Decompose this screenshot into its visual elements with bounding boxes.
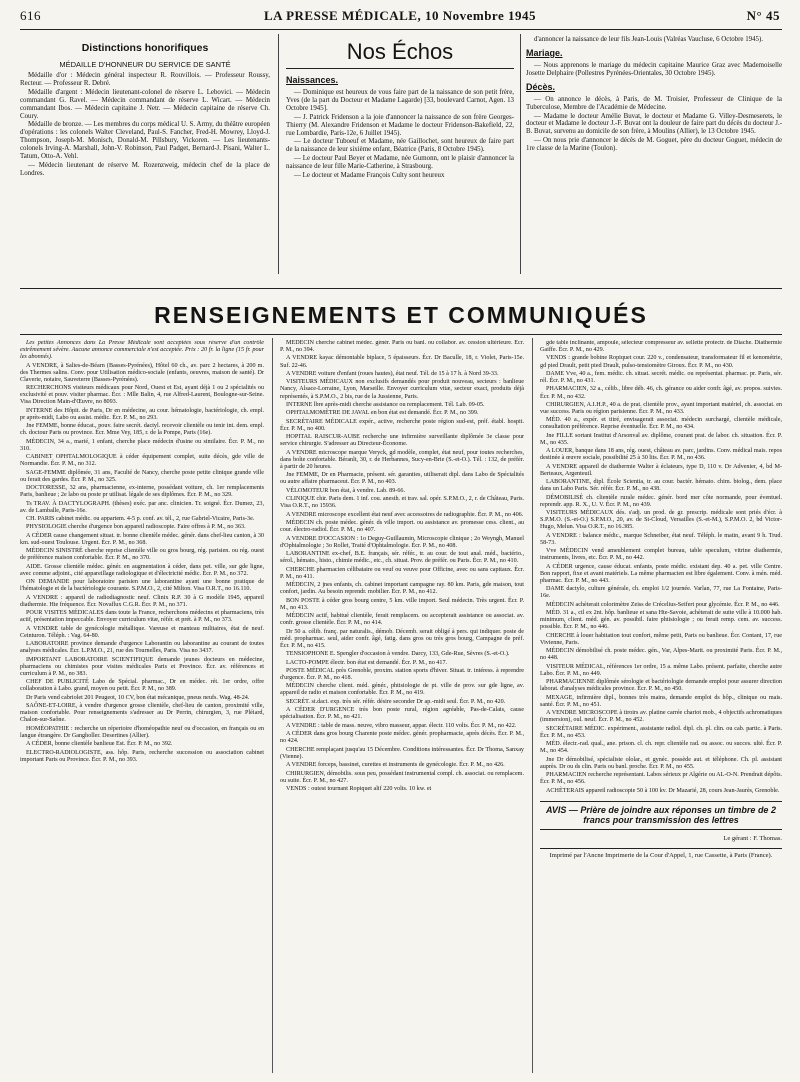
echo-paragraph: — J. Patrick Fridenson a la joie d'annoncer la naissance de son frère Georges-Thierry (M. Alexandre Fridenson et Madame le docteur Fridenson-Bakefield, 22, rue Lombardie, Paris-12e, 6 Juillet 1945). (286, 113, 514, 137)
distinction-paragraph: Médaille d'argent : Médecin lieutenant-colonel de réserve L. Lebovici. — Médecin commandant G. Ravel. — Médecin commandant de réserve L. Wicart. — Médecin commandant Ibos. — Médecin capitaine J. Netr. — Médecin capitaine de réserve Ch. Coury. (20, 88, 270, 120)
classified-ad: A VENDRE : balance médic., marque Schneiber, état neuf. Téléph. le matin, avant 9 h. Trud. 58-73. (540, 532, 782, 546)
classified-ad: VENDS : outest tournant Ropiquet alif 220 volts. 10 kw. et (286, 786, 432, 793)
section-rule (20, 288, 782, 289)
section-banner: RENSEIGNEMENTS ET COMMUNIQUÉS (154, 302, 648, 328)
echos-title: Nos Échos (286, 40, 514, 69)
column-divider (520, 34, 521, 274)
classified-ad: LABORANTINE, dipl. École Scientia, tr. au cour. bactér. hémato. chim. biolog., dem. place dans un Labo Paris. Sér. référ. Écr. P. M., no 438. (540, 479, 782, 493)
journal-title: LA PRESSE MÉDICALE, 10 Novembre 1945 (263, 8, 536, 23)
classified-ad: SECRÉT. st.dact. exp. très sér. référ. désire seconder Dr ap.-midi seul. Écr. P. M., no 420. (286, 698, 506, 705)
classified-ad: CHIRURGIEN, A.I.H.P., 40 a. de prat. clientèle prov., ayant important matériel, ch. associat. en vue success. Paris ou région parisienne. Écr. P. M., no 433. (540, 401, 782, 415)
ads-list-left (20, 363, 264, 764)
classified-ad: SAGE-FEMME diplômée, 31 ans, Faculté de Nancy, cherche poste petite clinique grande ville ou ferait des gardes. Écr. P. M., no 325. (20, 469, 264, 483)
classified-ad: VISITEURS MÉDICAUX dés. s'adj. un prod. de gr. prescrip. médicale sont priés d'écr. à S.P.M.O. (S.-et-O.) S.P.M.O., 20, av. de St-Cloud, Versailles (S.-et-M.), S.P.M.O. 2, bd Victor-Hugo, Melun. Visa O.R.T., no 16.385. (540, 510, 782, 531)
classified-ad: Jne FEMME, bonne éducat., pouv. faire secrét. dactyl. recevoir clientèle ou tenir int. dem. empl. ch. doctour Paris ou province. Écr. Mme Vey, 185, r. de la Pompe, Paris (16e). (20, 423, 264, 437)
classified-ad: DOCTORESSE, 32 ans, pharmacienne, ex-interne, possédant voiture, ch. 1er remplacements Paris, banlieue ; 2e labo ou poste pr utilisat. légale de ses diplômes. Écr. P. M., no 329. (20, 485, 264, 499)
classified-ad: gde table inclinante, ampoule, sélecteur compresseur av. sellette protectr. de Diache. Diathermie Gaiffe. Écr. P. M., no 429. (540, 340, 782, 354)
classified-ad: INTERNE des Hôpit. de Paris, Dr en médecine, au cour. hématologie, bactériologie, ch. empl. pr après-midi, Labo ou assist. médic. Écr. P. M., no 293. (20, 407, 264, 421)
classified-ad: TENSIOPHONE E. Spengler d'occasion à vendre. Darcy, 133, Gde-Rue, Sèvres (S.-et-O.). (286, 651, 510, 658)
classified-ad: MÉDECIN achèterait colorimètre Zeiss de Crécelius-Seifert pour glycémie. Écr. P. M., no 446. (546, 601, 780, 608)
avis-notice: AVIS — Prière de joindre aux réponses un timbre de 2 francs pour transmission des lettres (540, 801, 782, 830)
mariage-heading: Mariage. (526, 47, 563, 58)
ads-column-middle (280, 340, 524, 1070)
classified-ad: SECRÉTAIRE MÉDIC. expériment., assistante radiol. dipl. ch. pl. clin. ou cab. partic. à Paris. Écr. P. M., no 453. (540, 725, 782, 739)
classified-ad: A VENDRE microscope excellent état neuf avec accessoires de radiographie. Écr. P. M., no 406. (286, 511, 524, 518)
gerant-line: Le gérant : F. Thomas. (723, 834, 782, 842)
classified-ad: CH. PARIS cabinet médic. ou appartem. 4-5 p. conf. av. tél., 2, rue Gabriel-Vicaire, Paris-3e. (26, 515, 255, 522)
classified-ad: PHARMACIEN recherche représentant. Labos sérieux pr Algérie ou AL-O-N. Prendrait dépôts. Écr. P. M., no 456. (540, 772, 782, 786)
classified-ad: CLINIQUE chir. Paris dem. 1 inf. cou. anesth. et trav. sal. opér. S.P.M.O., 2, r. de Château, Paris. Visa O.R.T., no 15936. (280, 496, 524, 510)
classified-ad: Ts TRAV. À DACTYLOGRAPH. (thèses) exéc. par anc. clinicien. Tr. soigné. Écr. Dumez, 23, av. de Lamballe, Paris-16e. (20, 500, 264, 514)
mariage-deces-column (526, 36, 782, 286)
classified-ad: POSTE MÉDICAL près Grenoble, proxim. station sports d'hiver. Situat. tr. intéress. à reprendre d'urgence. Écr. P. M., no 418. (280, 667, 524, 681)
classified-ad: PHYSIOLOGIE cherche d'urgence bon appareil radioscopie. Faire offres à P. M., no 363. (26, 524, 246, 531)
classified-ad: A VENDRE appareil de diathermie Walter à éclateurs, type D, 110 v. Dr Advenier, 4, bd M-Berteaux, Argenteuil. (540, 463, 782, 477)
distinctions-subtitle: MÉDAILLE D'HONNEUR DU SERVICE DE SANTÉ (59, 60, 231, 69)
classified-ad: MÉDECIN cherche cabinet médec. génér. Paris ou banl. ou collabor. av. cession ultérieure. Écr. P. M., no 394. (280, 340, 524, 354)
classified-ad: AIDE. Grosse clientèle médec. génér. en augmentation à céder, dans pet. ville, sur gde ligne, avec comme adjoint., cité appareillage radiologique et d'électricité médic. Écr. P. M., no 372. (20, 563, 264, 577)
classified-ad: A VENDRE : table de mass. neuve, vibro masseur, appar. électr. 110 volts. Écr. P. M., no 422. (286, 722, 517, 729)
classified-ad: DAME Vve, 40 a., fem. médic. ch. situat. secrét. médic. ou représentat. pharmac. pr. Paris, sér. rél. Écr. P. M., no 431. (540, 370, 782, 385)
ads-list-right (540, 340, 782, 795)
classified-ad: A VENDRE : appareil de radiodiagnostic neuf. Clinix R.P. 30 à G modèle 1945, appareil diathermie. Hte fréquence. Écr. Novaflux C.G.R. Écr. P. M., no 371. (20, 594, 264, 608)
classified-ad: PHARMACIEN, 32 a., célib., libre déb. 46, ch. gérance ou aider confr. âgé, av. propos. suivies. Écr. P. M., no 432. (540, 386, 782, 400)
classified-ad: A LOUER, banque dans 18 ans, rég. ouest, château av. parc, jardins. Conv. médical mais. repos destinée à œuvre sociale, possibilité 25 à 30 lits. Écr. P. M., no 436. (540, 448, 782, 462)
header-rule (20, 29, 782, 30)
classified-ad: A VENDRE forceps, bassinet, curettes et instruments de gynécologie. Écr. P. M., no 426. (286, 762, 505, 769)
column-divider (278, 34, 279, 274)
classified-ad: CABINET OPHTALMOLOGIQUE à céder équipement complet, suite décès, gde ville de Normandie. Écr. P. M., no 312. (20, 454, 264, 468)
classified-ad: ELECTRO-RADIOLOGISTE, ass. hôp. Paris, recherche succession ou association cabinet important Paris ou Province. Écr. P. M., no 393. (20, 749, 264, 763)
column-divider (532, 338, 533, 1073)
classified-ad: MÉD. 40 a., expér. et titré, envisagerait associat. médecin surchargé, clientèle médicale, consultation préférence. Reprise éventuelle. Écr. P. M., no 434. (540, 417, 782, 431)
deces-paragraph: — On annonce le décès, à Paris, de M. Troisier, Professeur de Clinique de la Tuberculose, Membre de l'Académie de Médecine. (526, 95, 782, 111)
classified-ad: A VENDRE, à Salies-de-Béarn (Basses-Pyrénées), Hôtel 60 ch., av. parc 2 hectares, à 200 m. des Thermes salins. Conv. pour Utilisation médico-sociale (enfants, oeuvres, maison de santé). Dr Claverie, notaire, Sauveterre (Basses-Pyrénées). (20, 362, 264, 383)
classified-ad: ON DEMANDE pour laboratoire parisien une laborantine ayant une bonne pratique de l'hématologie et de la bactériologie courante. S.P.M.O., 2, cité Milton. Visa O.R.T., no 16.110. (20, 579, 264, 593)
classified-ad: LABORANTINE ex-chef, B.E. français, sér. référ., tr. au cour. de tout anal. méd., bactério., sérol., hémato., histo., chimie médic., etc., ch. situat. Prov. de préfér. ou Paris. Écr. P. M., no 410. (280, 551, 524, 565)
classified-ad: A CÉDER cause changement situat. tr. bonne clientèle médec. génér. dans chef-lieu canton, à 30 km. sud-ouest Toulouse. Urgent. Écr. P. M., no 368. (20, 532, 264, 546)
banner-rule (20, 334, 782, 335)
deces-paragraph: — On nous prie d'annoncer le décès de M. Goguet, père du docteur Goguet, médecin de 1re classe de la Marine (Toulon). (526, 137, 782, 153)
classified-ad: A VENDRE table de gynécologie métallique. Vareuse et manteau militaires, état de neuf. Ceinturon. Téléph. : Vag. 64-80. (20, 625, 264, 639)
classified-ad: VISITEURS MÉDICAUX non exclusifs demandés pour produit nouveau, secteurs : banlieue Nancy, Alsace-Lorraine, Lyon, Marseille. Envoyer curriculum vitæ, secteur exact, produits déjà représentés, à S.P.M.O., 2 bis, rue de la Jussienne, Paris. (280, 379, 524, 400)
classified-ad: MÉDECIN démobilisé ch. poste médec. gén., Var, Alpes-Marit. ou proximité Paris. Écr. P. M., no 448. (540, 648, 782, 662)
classified-ad: A VENDRE microscope marque Veryck, gd modèle, complet, état neuf, pour toutes recherches, dans boîte confortable. Béranlt, 30, r. de Herbannes, Sucy-en-Brie (S.-et-O.). Tél. : 132, de préfér. à partir de 20 heures. (280, 449, 524, 470)
classified-ad: MÉDECIN ch. poste médec. génér. ds ville import. ou assistance av. promesse cess. client., au cour. électro-radiol. Écr. P. M., no 407. (280, 520, 524, 534)
classified-ad: Jne FILLE sortant Institut d'Arsonval av. diplôme, courant prat. de labor. ch. situation. Écr. P. M., no 435. (540, 432, 782, 446)
printer-imprint: Imprimé par l'Ancne Imprimerie de la Cour d'Appel, 1, rue Cassette, à Paris (France). (540, 848, 782, 860)
ads-column-left (20, 340, 264, 1070)
classified-ad: IMPORTANT LABORATOIRE SCIENTIFIQUE demande jeunes docteurs en médecine, pharmaciens ou chimistes pour visites médicales Paris et Province. Écr. av. références et curriculum à P. M., no 383. (20, 656, 264, 677)
classified-ad: MEXAGE, infirmière dipl., bonnes très mains, demande emploi ds hôp., clinique ou mais. santé. Écr. P. M., no 451. (540, 694, 782, 708)
classified-ad: LACTO-POMPE électr. bon état est demandé. Écr. P. M., no 417. (286, 659, 448, 666)
classified-ad: A VENDRE voiture d'enfant (roues hautes), état neuf. Tél. de 15 à 17 h. à Nord 39-33. (286, 370, 499, 377)
column-divider (272, 338, 273, 1073)
classified-ad: MÉDECIN, 2 jnes enfants, ch. cabinet important campagne ray. 80 km. Paris, gde maison, tout confort, jardin. Au besoin reprendr. mobilier. Écr. P. M., no 412. (280, 582, 524, 596)
classified-ad: MÉDECIN cherche client. méd. génér., phtisiologie de pt. ville de prov. sur gde ligne, av. appareil de radio et maison confortable. Écr. P. M., no 419. (280, 683, 524, 697)
echo-paragraph: — Le docteur Paul Beyer et Madame, née Gumonn, ont le plaisir d'annoncer la naissance de leur fille Marie-Catherine, à Strasbourg. (286, 155, 514, 171)
ads-column-right (540, 340, 782, 1070)
classified-ad: SECRÉTAIRE MÉDICALE expér., active, recherche poste région sud-est, préf. établ. hospit. Écr. P. M., no 400. (280, 418, 524, 432)
classified-ad: Dr Paris vend cabriolet 201 Peugeot, 10 CV, bon état mécanique, pneus neufs. Wag. 48-24. (26, 694, 250, 701)
echos-column (286, 36, 514, 286)
classified-ad: MÉD. électr.-rad. qual., ane. prison. cl. ch. repr. clientèle rad. ou assoc. ou succes. ulté. Écr. P. M., no 454. (540, 741, 782, 755)
classified-ad: RECHERCHONS visiteurs médicaux pour Nord, Ouest et Est, ayant déjà 1 ou 2 spécialités ou exclusivité et pouv. visiter pharmac. Écr. : Mlle Balin, 4, rue Alfred-Laurent, Boulogne-sur-Seine. Visa Direction Main-d'Œuvre, no 8093. (20, 385, 264, 406)
distinction-paragraph: Médaille d'or : Médecin général inspecteur R. Rouvillois. — Professeur Roussy, Recteur. — Professeur R. Debré. (20, 72, 270, 87)
classified-ad: A VENDRE kayac démontable biplace, 5 épaisseurs. Écr. Dr Baculle, 18, r. Violet, Paris-15e. Suf. 22-46. (280, 355, 524, 369)
classified-ad: A VENDRE D'OCCASION : 1o Deguy-Guillaumin, Microscopie clinique ; 2o Weyngh, Manuel d'Ophtalmologie ; 3o Rollet, Traité d'Ophtalmologie. Écr. P. M., no 408. (280, 535, 524, 549)
classified-ad: CHEF DE PUBLICITÉ Labo de Spécial. pharmac., Dr en médec. rét. 1er ordre, offre collaboration à Labo. grand, moyen ou petit. Écr. P. M., no 389. (20, 679, 264, 693)
classified-ad: MÉD. 31 a., ctl ex 2nt. hôp. banlieue et sana Hte-Savoie, achèterait de suite ville à 10.000 hab. minimum, client. méd. gén. av. possibil. faire phtisiologie ; ou ferait remp. cem. av. success. possible. Écr. P. M., no 446. (540, 610, 782, 631)
classified-ad: HOPITAL RAISCUR-AUBE recherche une infirmière surveillante diplômée 3e classe pour service chirurgie. S'adresser au Directeur-Économe. (280, 434, 524, 448)
classified-ad: BON POSTE à céder gros bourg centre, 5 km. ville import. Seul médecin. Très urgent. Écr. P. M., no 413. (280, 597, 524, 611)
deces-heading: Décès. (526, 81, 556, 92)
classified-ad: SAÔNE-ET-LOIRE, à vendre d'urgence grosse clientèle, chef-lieu de canton, proximité ville, maison confortable. Pour renseignements s'adresser au Dr Perrin, chirurgien, 3, rue Pléiard, Chalon-sur-Saône. (20, 703, 264, 724)
ads-intro: Les petites Annonces dans La Presse Médicale sont acceptées sous réserve d'un contrôle extrêmement sévère. Aucune annonce commerciale n'est acceptée. Prix : 20 fr. la ligne (15 fr. pour les abonnés). (20, 340, 264, 361)
classified-ad: A CÉDER D'URGENCE très bon poste rural, région agréable, Pas-de-Calais, cause spécialisation. Écr. P. M., no 421. (280, 707, 524, 721)
classified-ad: MÉDECIN, 34 a., marié, 1 enfant, cherche place médecin d'usine ou similaire. Écr. P. M., no 310. (20, 438, 264, 452)
classified-ad: POUR VISITES MÉDICALES dans toute la France, recherchons médecins et pharmaciens, très actif, présentation impeccable. Envoyer curriculum vitæ, référ. et prét. à P. M., no 373. (20, 610, 264, 624)
classified-ad: A VENDRE MICROSCOPE à tiroirs av. platine carrée chariot mob., 4 objectifs achromatiques (immersion), oul. neuf. Écr. P. M., no 452. (540, 710, 782, 724)
echo-continuation: d'annoncer la naissance de leur fils Jean-Louis (Valréas Vaucluse, 6 Octobre 1945). (534, 36, 763, 43)
classified-ad: VÉLOMOTEUR bon état, à vendre. Lab. 89-66. (286, 487, 406, 494)
deces-paragraph: — Madame le docteur Amélie Buvat, le docteur et Madame G. Villey-Desmeserets, le docteur et Madame le docteur J.-F. Buvat ont la douleur de faire part du décès du docteur J.-B. Buvat, survenu au domicile de son frère, à Moulins (Allier), le 13 Octobre 1945. (526, 112, 782, 136)
classified-ad: MÉDECIN SINISTRÉ cherche reprise clientèle ville ou gros bourg, rég. parisien. ou rég. ouest de préférence maison confortable. Écr. P. M., no 370. (20, 548, 264, 562)
classified-ad: DAME dactylo, culture générale, ch. emploi 1/2 journée. Varlan, 77, rue La Fontaine, Paris-16e. (540, 586, 782, 600)
classified-ad: LABORATOIRE province demande d'urgence Laborantin ou laborantine au courant de toutes analyses médicales. Écr. L.P.M.O., 21, rue des Tournelles, Paris. Visa no 3437. (20, 641, 264, 655)
distinctions-column (20, 36, 270, 286)
classified-ad: CHERCHE pharmacien célibataire ou veuf ou veuve pour Officine, avec ou sans capitaux. Écr. P. M., no 411. (280, 566, 524, 580)
issue-number: N° 45 (746, 8, 780, 23)
classified-ad: Jne Dr démobilisé, spécialiste ololar., et gynéc. possède aut. et téléphone. Ch. pl. assistant auprès. Dr ou ds clin. Paris ou banl. proche. Écr. P. M., no 455. (540, 756, 782, 770)
classified-ad: Vve MÉDECIN vend ameublement complet bureau, table speculum, vitrine diathermie, instruments, livres, etc. Écr. P. M., no 442. (540, 548, 782, 562)
echo-paragraph: — Dominique est heureux de vous faire part de la naissance de son petit frère, Yves (de la part du Docteur et Madame Lagarde) [33, boulevard Carnot, Agen. 13 Octobre 1945]. (286, 89, 514, 112)
classified-ad: A CÉDER urgence, cause éducat. enfants, poste médic. existant dep. 40 a. pet. ville Centre. Bon rapport, fixe et avant matériels. La même pharmacien est libre également. Conv. à mén. méd. pharmac. Écr. P. M., no 443. (540, 563, 782, 584)
naissances-heading: Naissances. (286, 75, 339, 85)
classified-ad: Dr 50 a. célib. franç. par naturalis., démob. Décemb. serait obligé à pers. qui indiquer. poste de méd. propharmac. seul, aider confr. âgé, fatig. dans gros ou très gros bourg, Campagne de préf. Écr. P. M., no 415. (280, 628, 524, 649)
distinctions-title: Distinctions honorifiques (81, 42, 209, 54)
classified-ad: CHERCHE remplaçant jusqu'au 15 Décembre. Conditions intéressantes. Écr. Dr Thoma, Sanxay (Vienne). (280, 746, 524, 760)
classified-ad: CHERCHE à louer habitation tout confort, même petit, Paris ou banlieue. Écr. Contant, 17, rue Vivienne, Paris. (540, 632, 782, 646)
classified-ad: ACHÈTERAIS appareil radioscopie 50 à 100 kv. Dr Mazarié, 28, cours Jean-Jaurès, Grenoble. (546, 787, 780, 794)
classified-ad: OPHTALMOMÈTRE DE JAVAL en bon état est demandé. Écr. P. M., no 399. (286, 410, 479, 417)
classified-ad: A CÉDER, bonne clientèle banlieue Est. Écr. P. M., no 392. (26, 741, 173, 748)
distinction-paragraph: Médaille de bronze. — Les membres du corps médical U. S. Army, du théâtre européen d'opérations : les colonels Walter Cleveland, Paul-S. Fancher, Fred-H. Mowrey, Lloyd-J. Thompson, Joseph-M. Monisch, Donald-M. Pillsbury, Vickoren. — Les lieutenants-colonels Irving-A. Marshall, John-V. Robinson, Paul Padget, Bernard-J. Pisani, Walter L. Tatum, Otto-A. Vehl. (20, 121, 270, 161)
mariage-paragraph: — Nous apprenons le mariage du médecin capitaine Maurice Graz avec Mademoiselle Josette Delphaire (Pollestres Pyrénées-Orientales, 30 Octobre 1945). (526, 61, 782, 77)
ads-list-middle (280, 340, 524, 793)
classified-ad: HOMÉOPATHIE : recherche un répertoire d'homéopathie neuf ou d'occasion, en français ou en langue étrangère. Dr Gangholler. Desertines (Allier). (20, 725, 264, 739)
classified-ad: A CÉDER dans gros bourg Charente poste médec. génér. propharmacie, après décès. Écr. P. M., no 424. (280, 731, 524, 745)
echo-paragraph: — Le docteur Tuboeuf et Madame, née Gaillochet, sont heureux de faire part de la naissance de leur sixième enfant, Béatrice (Paris, 8 Octobre 1945). (286, 138, 514, 154)
classified-ad: CHIRURGIEN, démobilis. sous peu, possédant instrumental compl. ch. associat. ou remplacem. ou suite. Écr. P. M., no 427. (280, 770, 524, 784)
page-number: 616 (20, 8, 41, 23)
classified-ad: VISITEUR MÉDICAL, références 1er ordre, 15 a. même Labo. présent. parfaite, cherche autre Labo. Écr. P. M., no 449. (540, 663, 782, 677)
classified-ad: INTERNE lbre après-midi cherche assistance ou remplacement. Tél. Lab. 09-05. (286, 401, 485, 408)
classified-ad: DÉMOBILISÉ ch. clientèle rurale médec. génér. bord mer côte normande, pour éventuel. reprendr. app. R. X., U. V. Écr. P. M., no 439. (540, 494, 782, 508)
classified-ad: Jne FEMME, Dr en Pharmacie, présent. sér. garanties, utiliserait dipl. dans Labo de Spécialités ou autre affaire pharmaceut. Écr. P. M., no 403. (280, 472, 524, 486)
classified-ad: PHARMACIENNE diplômée sérologie et bactériologie demande emploi pour assurer direction laborat. d'analyses médicales province. Écr. P. M., no 450. (540, 679, 782, 693)
running-head (20, 8, 780, 26)
classified-ad: VENDS : grande bobine Ropiquet cour. 220 v., condensateur, transformateur fil et kenométrie, gd pied Drault, petit pied Drault, pulso-tensiomètre Giroux. Écr. P. M., no 430. (540, 355, 782, 369)
classified-ad: MÉDECIN actif, habitué clientèle, ferait remplacem. ou accepterait assistance ou associat. av. confr. grosse clientèle. Écr. P. M., no 414. (280, 613, 524, 627)
distinction-paragraph: — Médecin lieutenant de réserve M. Rozenzweig, médecin chef de la place de Londres. (20, 161, 270, 177)
echo-paragraph: — Le docteur et Madame François Culty sont heureux (294, 172, 445, 180)
